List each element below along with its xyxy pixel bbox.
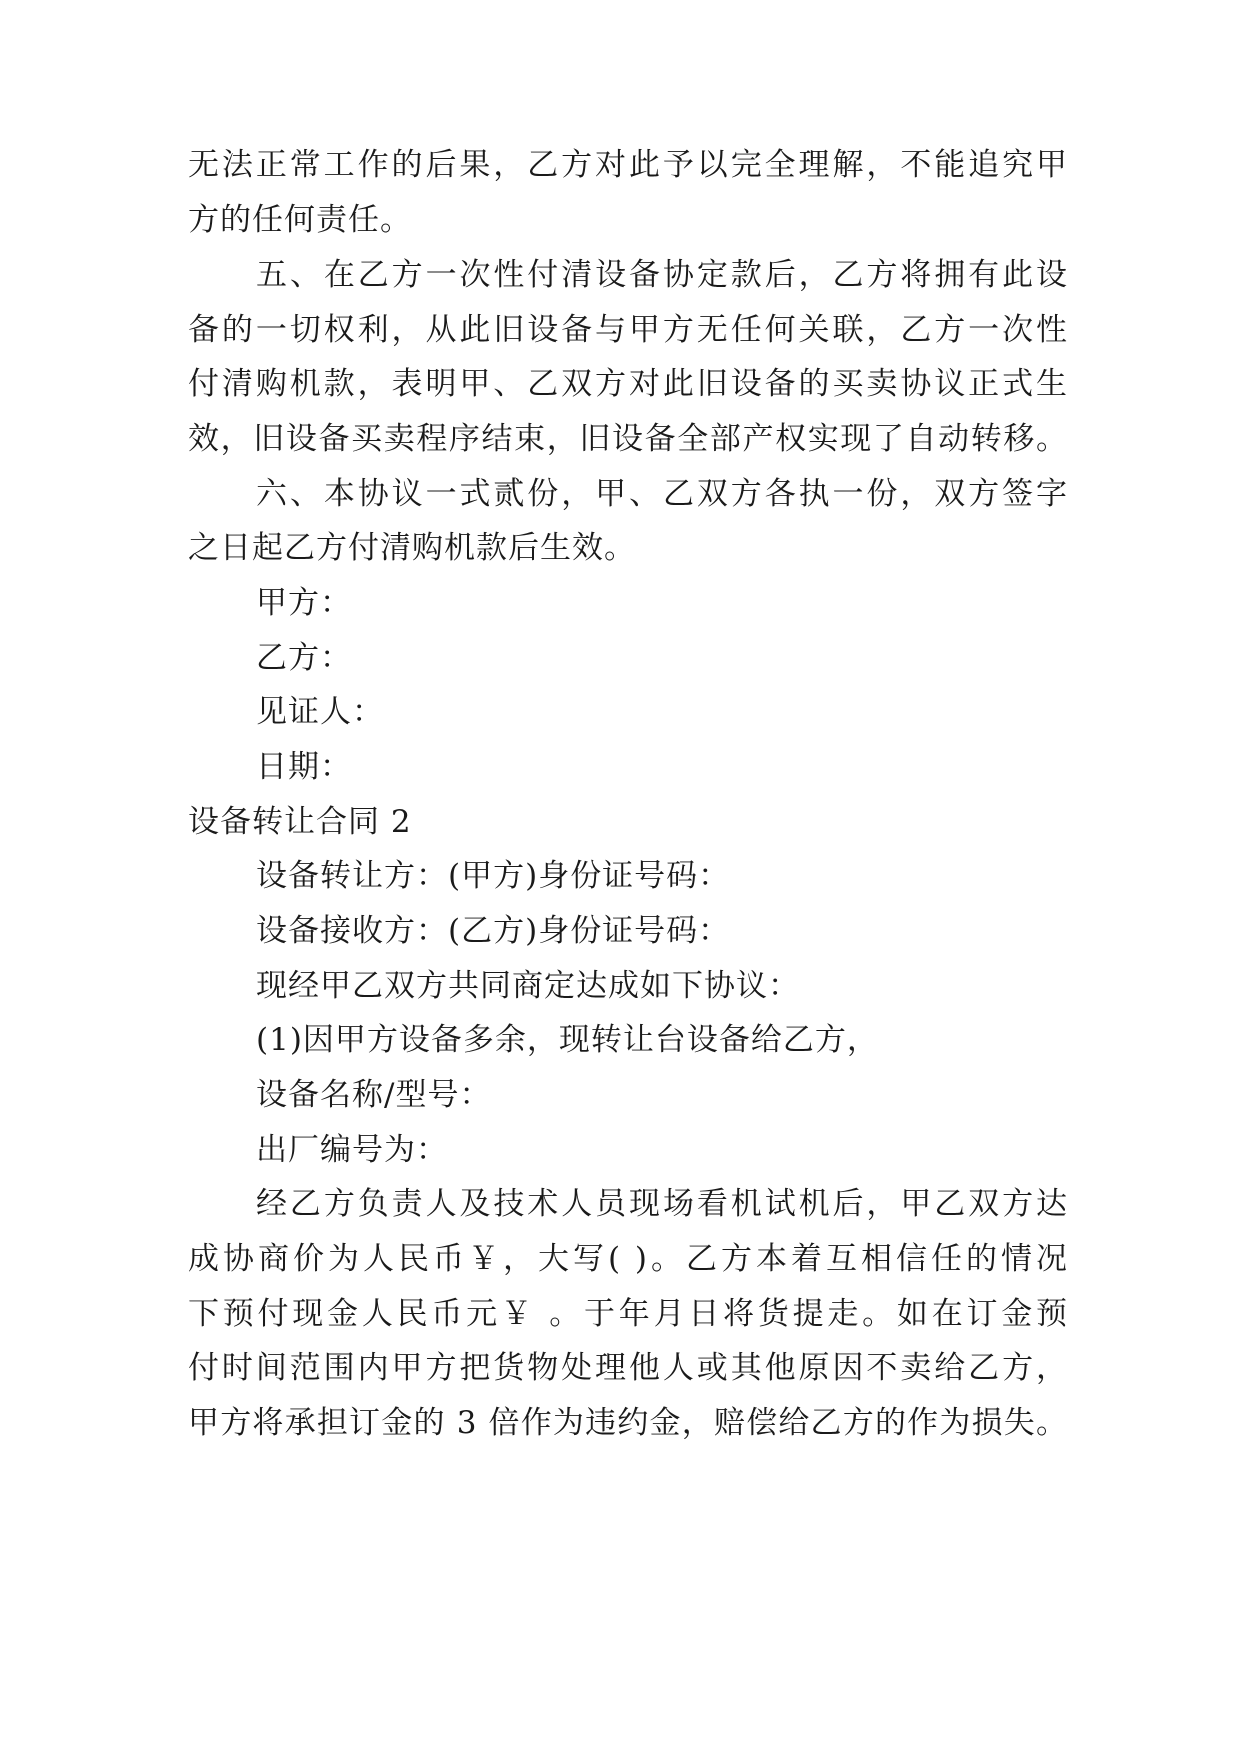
paragraph-line: 六、本协议一式贰份，甲、乙双方各执一份，双方签字 [256,476,1068,512]
paragraph-line: 成协商价为人民币￥，大写( )。乙方本着互相信任的情况 [188,1241,1068,1277]
agreement-intro: 现经甲乙双方共同商定达成如下协议： [256,968,800,1004]
signature-party-b: 乙方： [256,640,352,676]
equipment-model-field: 设备名称/型号： [256,1077,492,1113]
paragraph-line: 备的一切权利，从此旧设备与甲方无任何关联，乙方一次性 [188,312,1068,348]
paragraph-line: 付时间范围内甲方把货物处理他人或其他原因不卖给乙方， [188,1350,1068,1386]
paragraph-line: 方的任何责任。 [188,202,412,238]
signature-witness: 见证人： [256,694,384,730]
serial-number-field: 出厂编号为： [256,1132,448,1168]
paragraph-line: 经乙方负责人及技术人员现场看机试机后，甲乙双方达 [256,1186,1068,1222]
paragraph-line: 效，旧设备买卖程序结束，旧设备全部产权实现了自动转移。 [188,421,1068,457]
clause-1: (1)因甲方设备多余，现转让台设备给乙方， [256,1022,879,1058]
signature-party-a: 甲方： [256,585,352,621]
paragraph-line: 之日起乙方付清购机款后生效。 [188,530,636,566]
paragraph-line: 无法正常工作的后果，乙方对此予以完全理解，不能追究甲 [188,147,1068,183]
paragraph-line: 五、在乙方一次性付清设备协定款后，乙方将拥有此设 [256,257,1068,293]
paragraph-line: 付清购机款，表明甲、乙双方对此旧设备的买卖协议正式生 [188,366,1068,402]
receiver-field: 设备接收方：(乙方)身份证号码： [256,913,731,949]
paragraph-line: 甲方将承担订金的 3 倍作为违约金，赔偿给乙方的作为损失。 [188,1405,1068,1441]
signature-date: 日期： [256,749,352,785]
section-title: 设备转让合同 2 [188,804,412,840]
transferor-field: 设备转让方：(甲方)身份证号码： [256,858,731,894]
paragraph-line: 下预付现金人民币元￥ 。于年月日将货提走。如在订金预 [188,1296,1068,1332]
